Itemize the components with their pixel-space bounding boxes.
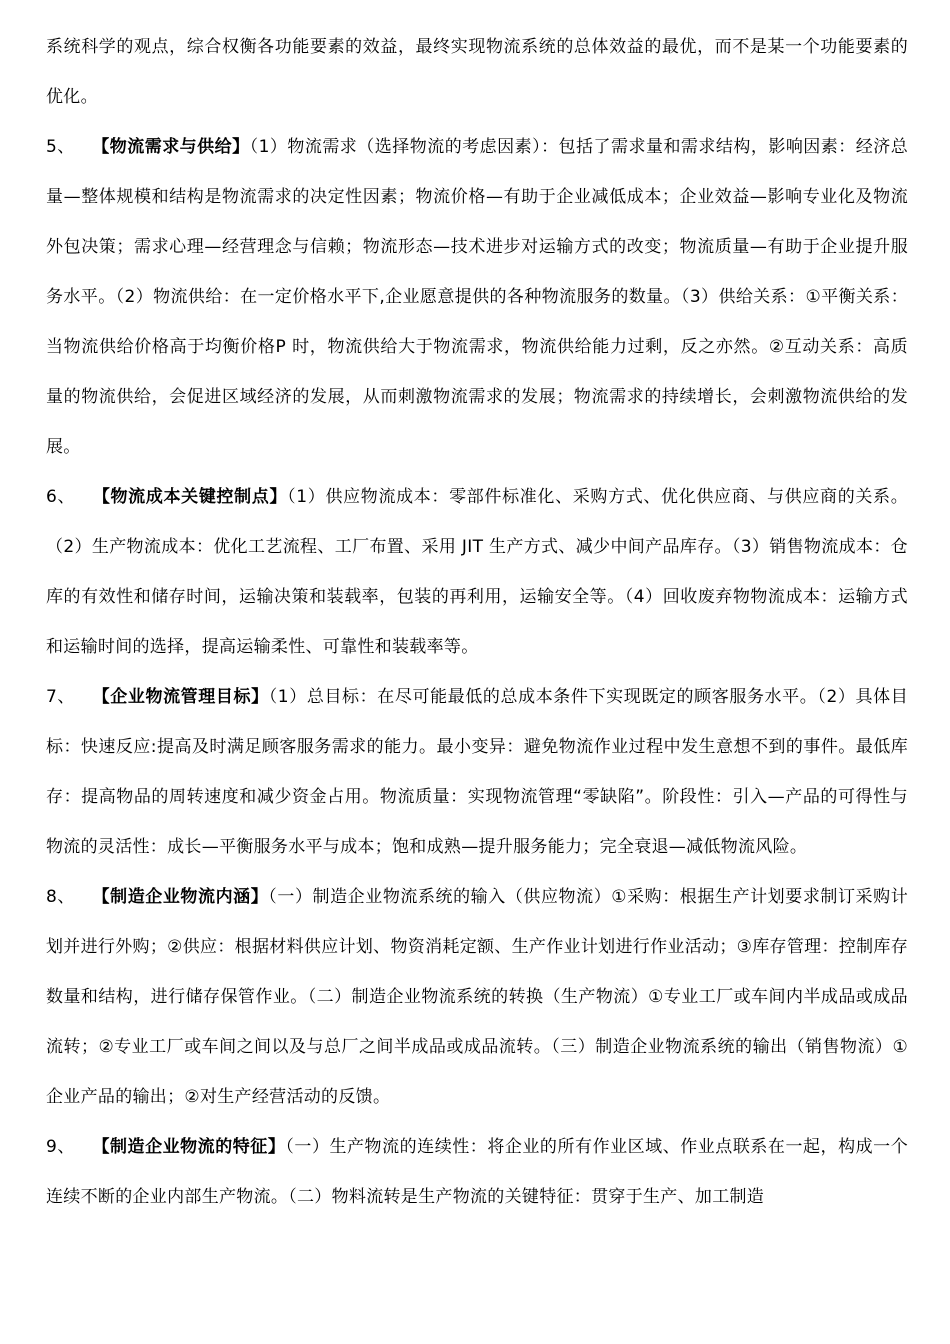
paragraph-body: （1）供应物流成本：零部件标准化、采购方式、优化供应商、与供应商的关系。（2）生产物流成本：优化工艺流程、工厂布置、采用 JIT 生产方式、减少中间产品库存。（3）销售物流成本：仓库的有效性和储存时间，运输决策和装载率，包装的再利用，运输安全等。（4）回收废弃物物流成本：运输方式和运输时间的选择，提高运输柔性、可靠性和装载率等。 [46,487,908,657]
document-page [46,22,908,1222]
paragraph-body: （一）制造企业物流系统的输入（供应物流）①采购：根据生产计划要求制订采购计划并进行外购；②供应：根据材料供应计划、物资消耗定额、生产作业计划进行作业活动；③库存管理：控制库存数量和结构，进行储存保管作业。（二）制造企业物流系统的转换（生产物流）①专业工厂或车间内半成品或成品流转；②专业工厂或车间之间以及与总厂之间半成品或成品流转。（三）制造企业物流系统的输出（销售物流）①企业产品的输出；②对生产经营活动的反馈。 [46,887,908,1107]
paragraph-body: （一）生产物流的连续性：将企业的所有作业区域、作业点联系在一起，构成一个连续不断的企业内部生产物流。（二）物料流转是生产物流的关键特征：贯穿于生产、加工制造 [46,1137,908,1207]
paragraph-body: （1）物流需求（选择物流的考虑因素）：包括了需求量和需求结构，影响因素：经济总量—整体规模和结构是物流需求的决定性因素；物流价格—有助于企业减低成本；企业效益—影响专业化及物流外包决策；需求心理—经营理念与信赖；物流形态—技术进步对运输方式的改变；物流质量—有助于企业提升服务水平。（2）物流供给：在一定价格水平下,企业愿意提供的各种物流服务的数量。（3）供给关系：①平衡关系：当物流供给价格高于均衡价格P 时，物流供给大于物流需求，物流供给能力过剩，反之亦然。②互动关系：高质量的物流供给，会促进区域经济的发展，从而刺激物流需求的发展；物流需求的持续增长，会刺激物流供给的发展。 [46,137,908,457]
paragraph-8 [46,872,908,1122]
item-title: 【制造企业物流内涵】 [92,887,269,907]
item-title: 【物流成本关键控制点】 [92,487,288,507]
paragraph-5 [46,122,908,472]
item-title: 【制造企业物流的特征】 [92,1137,286,1157]
item-number: 9、 [46,1137,75,1157]
item-number: 8、 [46,887,75,907]
item-title: 【企业物流管理目标】 [92,687,269,707]
item-title: 【物流需求与供给】 [92,137,250,157]
paragraph-intro [46,22,908,122]
paragraph-6 [46,472,908,672]
item-number: 7、 [46,687,76,707]
paragraph-9 [46,1122,908,1222]
paragraph-body: （1）总目标：在尽可能最低的总成本条件下实现既定的顾客服务水平。（2）具体目标：快速反应:提高及时满足顾客服务需求的能力。最小变异：避免物流作业过程中发生意想不到的事件。最低库存：提高物品的周转速度和减少资金占用。物流质量：实现物流管理“零缺陷”。阶段性：引入—产品的可得性与物流的灵活性：成长—平衡服务水平与成本；饱和成熟—提升服务能力；完全衰退—减低物流风险。 [46,687,909,857]
paragraph-7 [46,672,908,872]
item-number: 6、 [46,487,76,507]
paragraph-body: 系统科学的观点，综合权衡各功能要素的效益，最终实现物流系统的总体效益的最优，而不是某一个功能要素的优化。 [46,37,908,107]
item-number: 5、 [46,137,75,157]
